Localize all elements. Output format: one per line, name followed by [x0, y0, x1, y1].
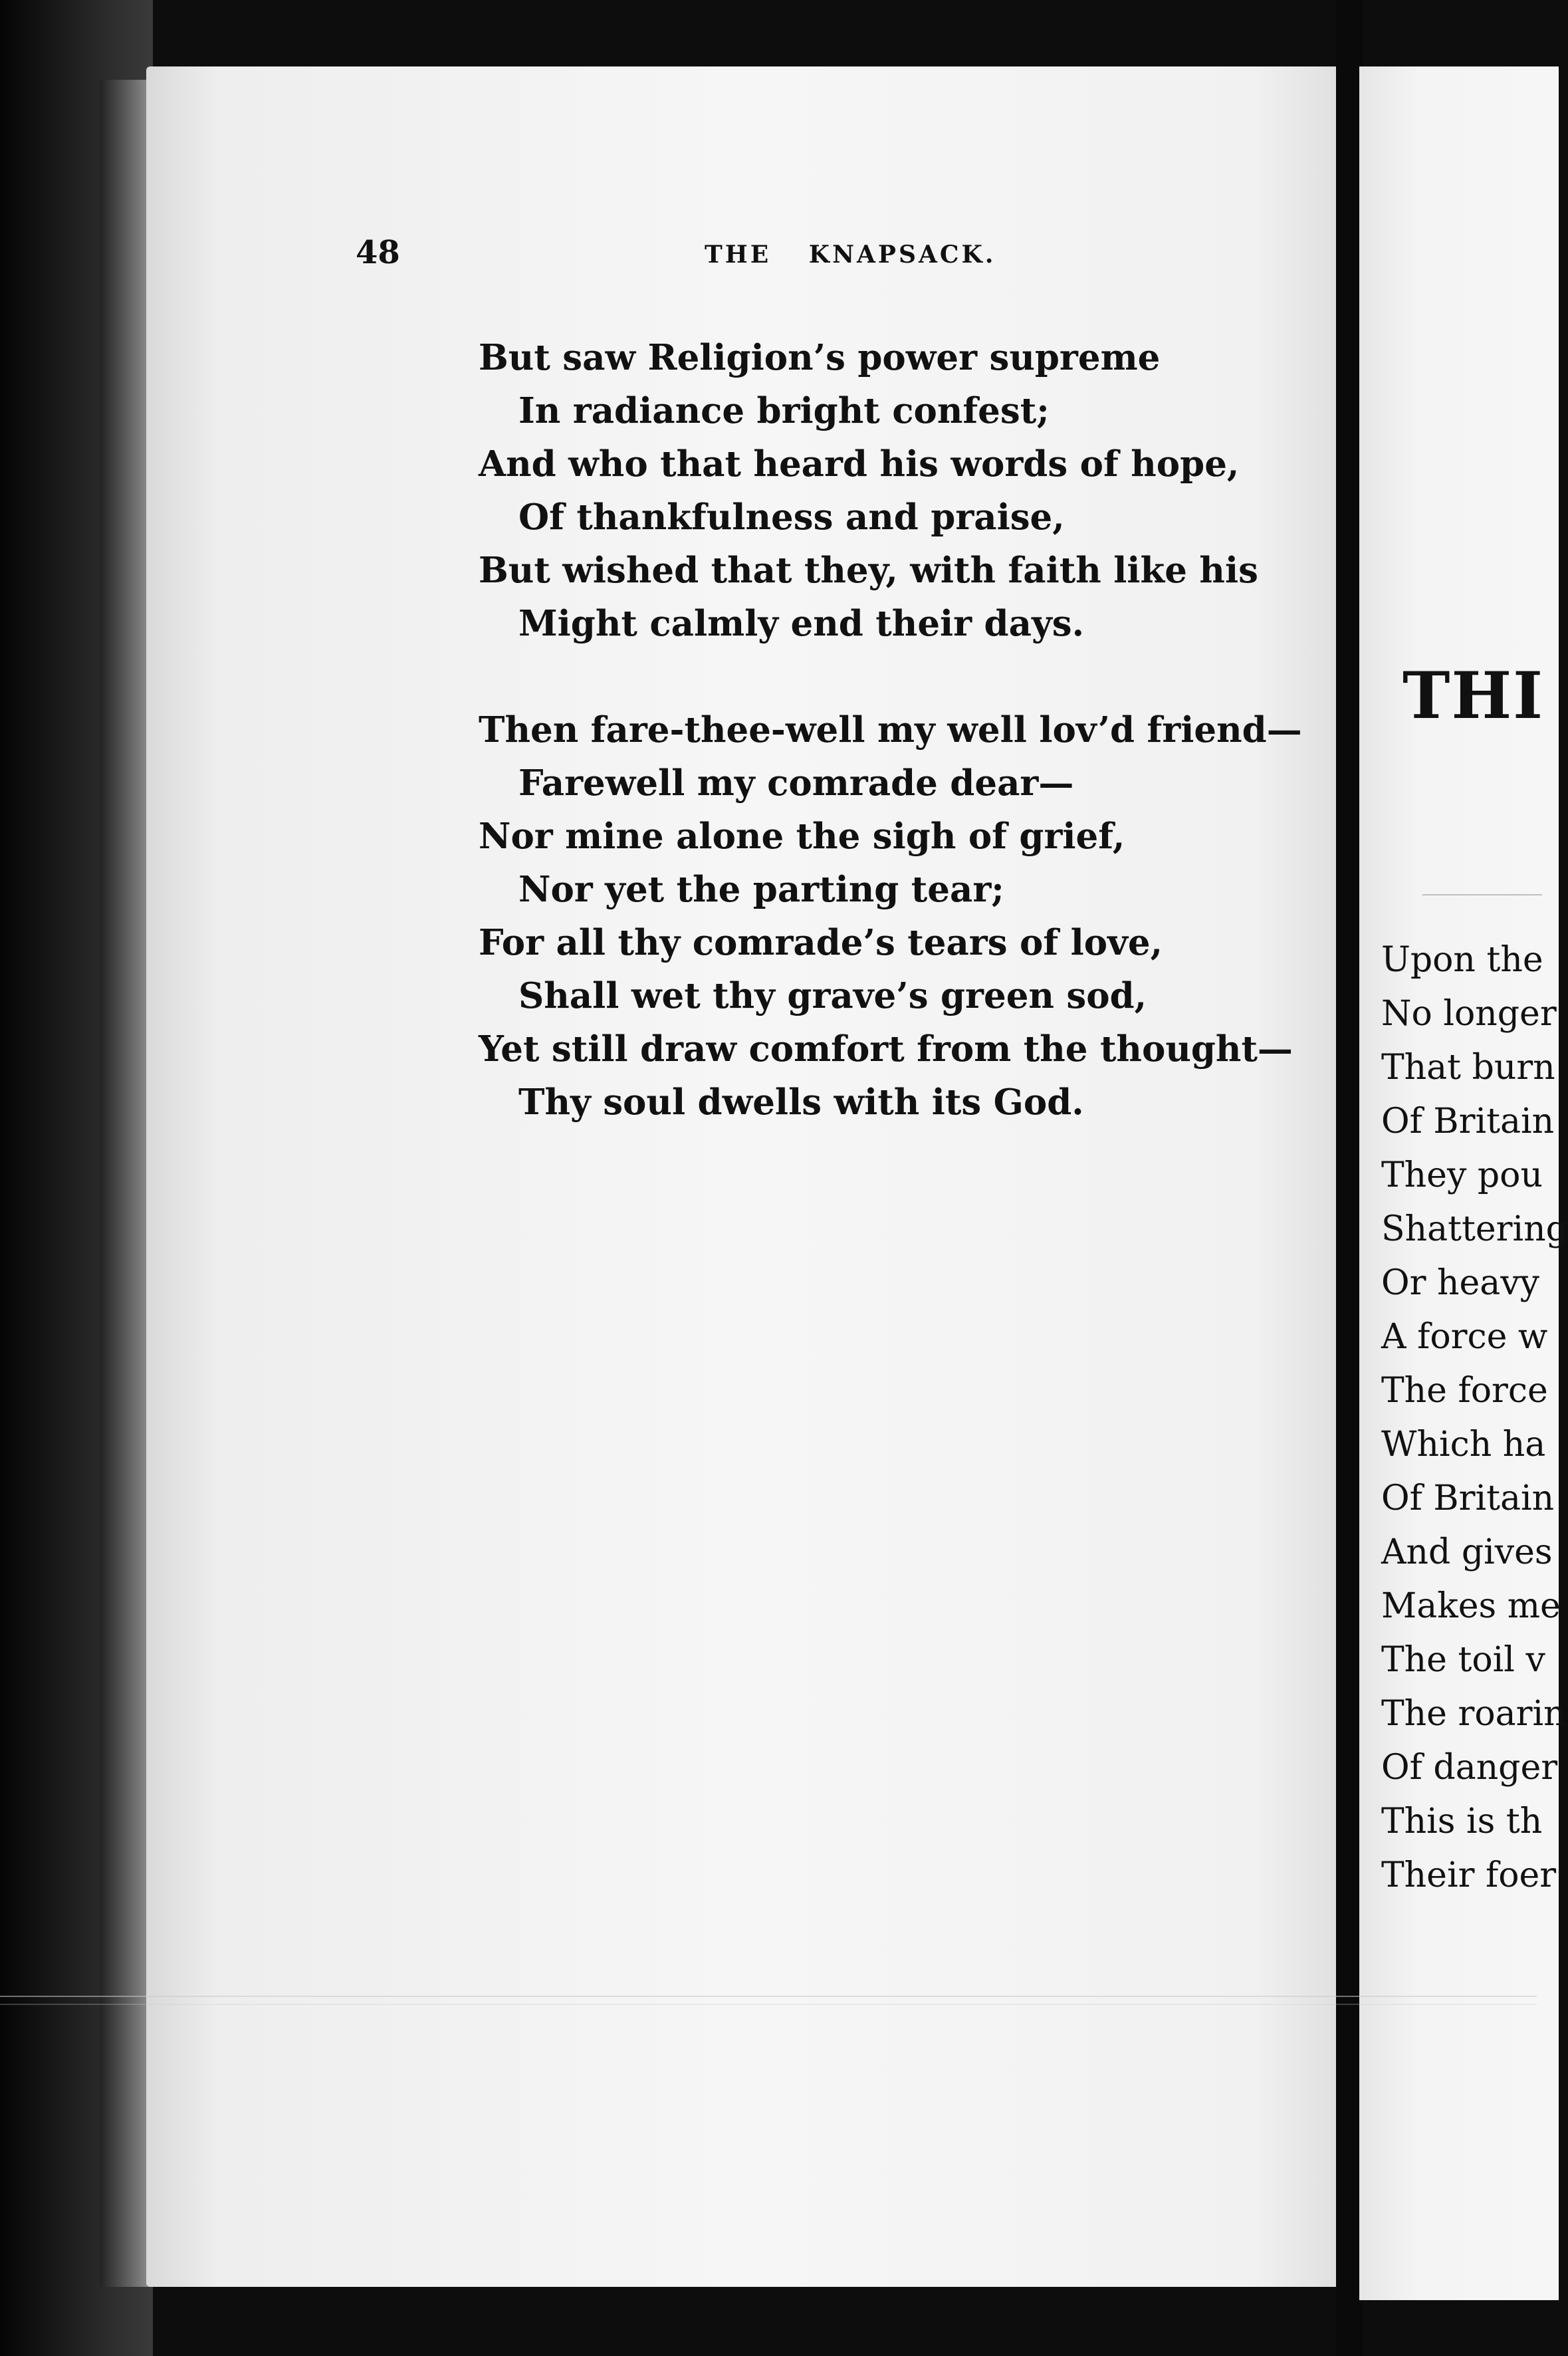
- right-page-line: Or heavy: [1381, 1263, 1540, 1303]
- right-page-line: Upon the: [1381, 940, 1543, 980]
- right-page-title-fragment: THI: [1402, 658, 1545, 733]
- right-page-line: Of Britain: [1381, 1102, 1555, 1141]
- poem-line: But wished that they, with faith like his: [479, 550, 1258, 591]
- right-page-line: Which ha: [1381, 1425, 1546, 1465]
- right-page-line: Of danger: [1381, 1748, 1558, 1788]
- poem-line: Nor mine alone the sigh of grief,: [479, 816, 1125, 857]
- poem-line: In radiance bright confest;: [518, 390, 1050, 431]
- right-page-lines: [1381, 933, 1568, 1903]
- right-page-line: The toil v: [1381, 1640, 1545, 1680]
- running-head: THE KNAPSACK.: [705, 241, 996, 269]
- poem-line: Farewell my comrade dear—: [518, 763, 1074, 804]
- right-page-line: No longer: [1381, 994, 1557, 1034]
- stanza: [479, 703, 1302, 1129]
- poem-line: Nor yet the parting tear;: [518, 869, 1004, 910]
- right-page-line: The force: [1381, 1371, 1548, 1411]
- poem-line: Then fare-thee-well my well lov’d friend—: [479, 709, 1302, 751]
- right-page-line: Of Britain: [1381, 1478, 1555, 1518]
- poem-line: For all thy comrade’s tears of love,: [479, 922, 1163, 963]
- right-page-line: Shattering: [1381, 1209, 1568, 1249]
- right-page-line: They pou: [1381, 1155, 1543, 1195]
- right-page-line: And gives: [1381, 1532, 1553, 1572]
- scan-artifact-line: [0, 1996, 1537, 1997]
- right-page-line: The roarin: [1381, 1694, 1566, 1734]
- stanza: [479, 331, 1302, 650]
- poem-line: Shall wet thy grave’s green sod,: [518, 975, 1147, 1016]
- page-gutter: [1336, 0, 1363, 2356]
- poem: [479, 331, 1302, 1129]
- right-page-line: A force w: [1381, 1317, 1548, 1357]
- scan-artifact-line: [0, 2004, 1537, 2005]
- poem-line: Of thankfulness and praise,: [518, 497, 1065, 538]
- right-page-line: Makes me: [1381, 1586, 1561, 1626]
- right-page-rule: [1422, 894, 1542, 895]
- poem-line: Might calmly end their days.: [518, 603, 1085, 644]
- poem-line: But saw Religion’s power supreme: [479, 337, 1161, 378]
- poem-line: Yet still draw comfort from the thought—: [479, 1028, 1293, 1070]
- right-page-line: This is th: [1381, 1802, 1543, 1841]
- page-number: 48: [356, 234, 400, 271]
- poem-line: And who that heard his words of hope,: [479, 443, 1240, 485]
- right-page-line: That burn: [1381, 1048, 1555, 1088]
- right-page-line: Their foer: [1381, 1855, 1557, 1895]
- poem-line: Thy soul dwells with its God.: [518, 1082, 1084, 1123]
